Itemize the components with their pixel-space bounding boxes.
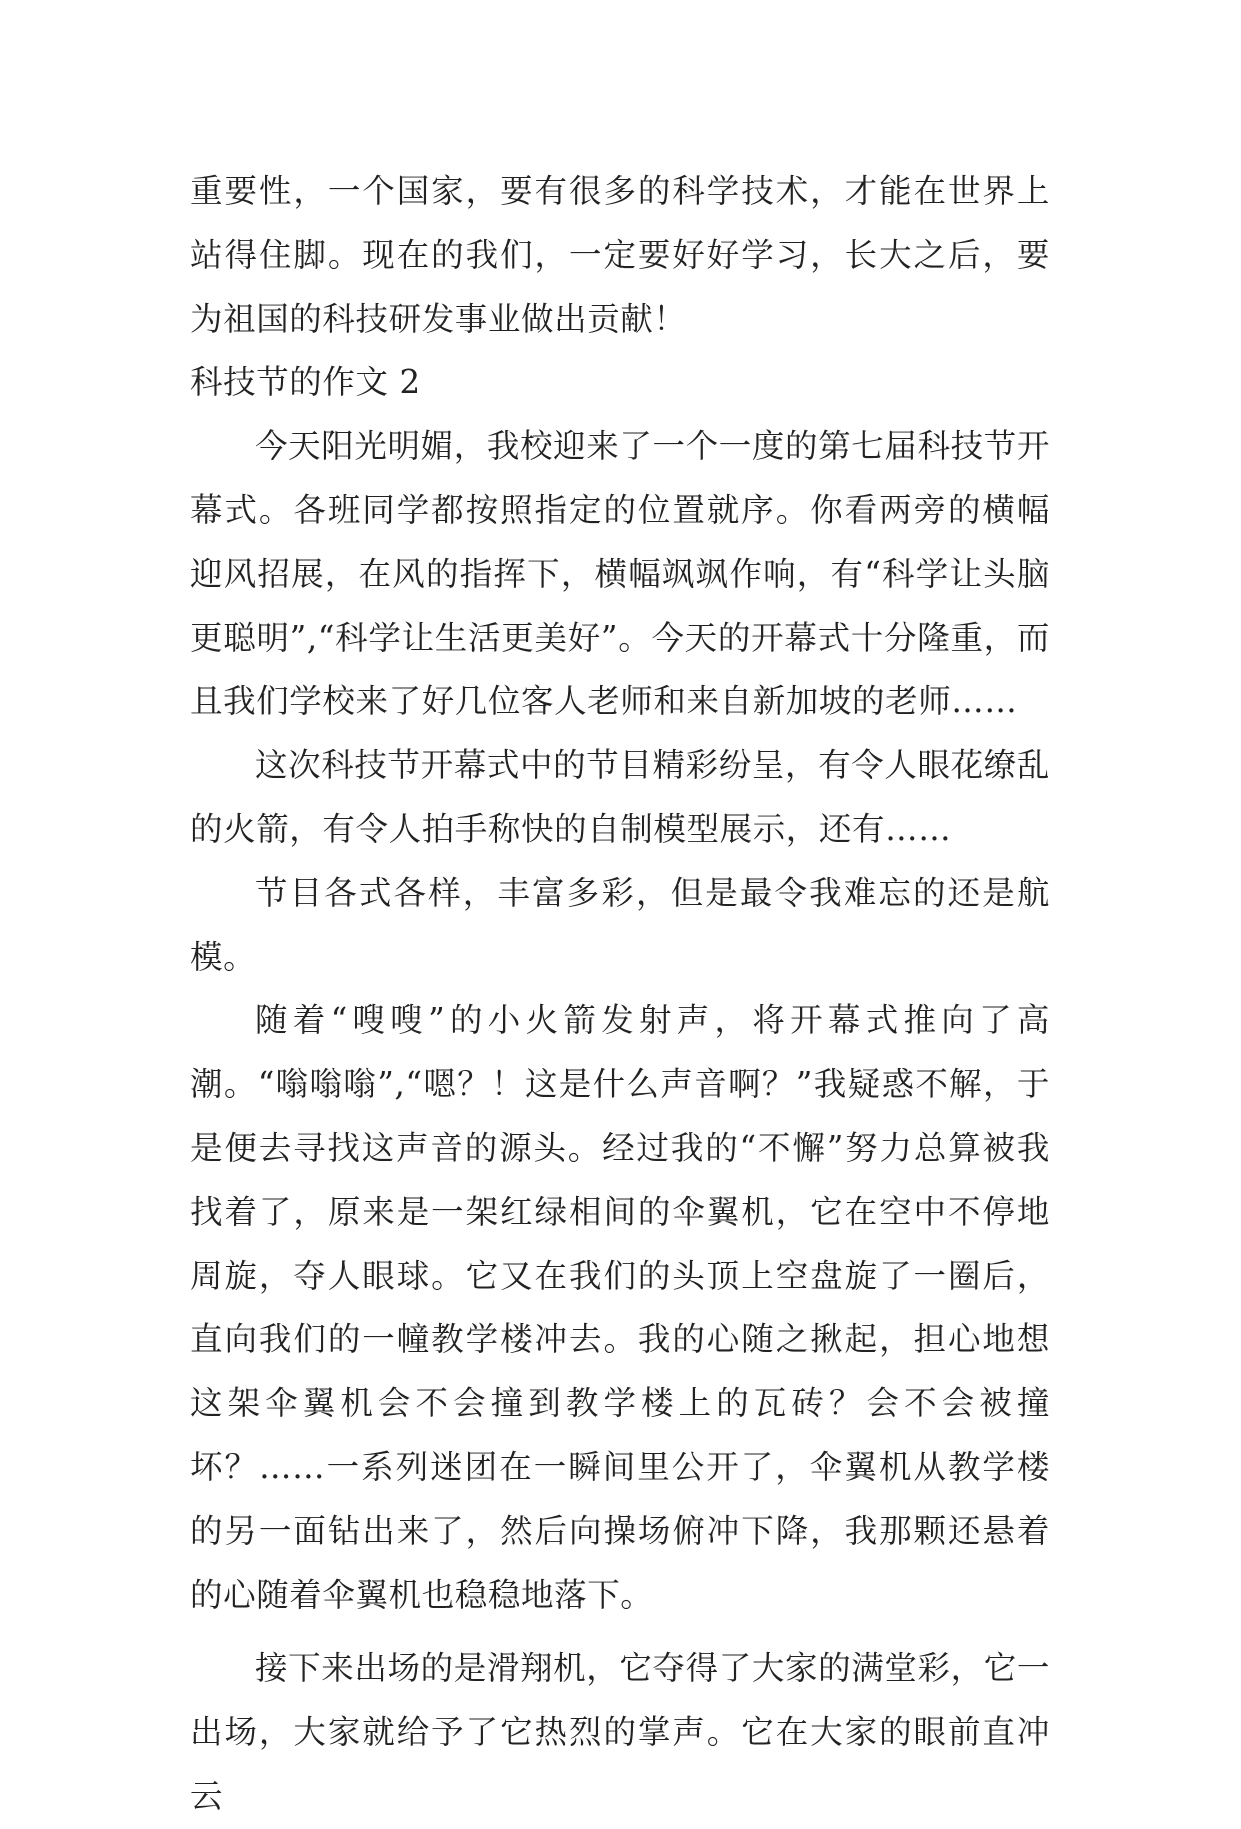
body-paragraph: 随着“嗖嗖”的小火箭发射声，将开幕式推向了高潮。“嗡嗡嗡”,“嗯？！这是什么声音啊？”我疑惑不解，于是便去寻找这声音的源头。经过我的“不懈”努力总算被我找着了，原来是一架红绿相间的伞翼机，它在空中不停地周旋，夺人眼球。它又在我们的头顶上空盘旋了一圈后，直向我们的一幢教学楼冲去。我的心随之揪起，担心地想这架伞翼机会不会撞到教学楼上的瓦砖？会不会被撞坏？……一系列迷团在一瞬间里公开了，伞翼机从教学楼的另一面钻出来了，然后向操场俯冲下降，我那颗还悬着的心随着伞翼机也稳稳地落下。 xyxy=(190,1001,1050,1614)
essay-heading: 科技节的作文 2 xyxy=(190,363,421,402)
intro-paragraph: 重要性，一个国家，要有很多的科学技术，才能在世界上站得住脚。现在的我们，一定要好好学习，长大之后，要为祖国的科技研发事业做出贡献！ xyxy=(190,172,1050,338)
document-page xyxy=(190,160,1050,1829)
body-paragraph: 今天阳光明媚，我校迎来了一个一度的第七届科技节开幕式。各班同学都按照指定的位置就序。你看两旁的横幅迎风招展，在风的指挥下，横幅飒飒作响，有“科学让头脑更聪明”,“科学让生活更美好”。今天的开幕式十分隆重，而且我们学校来了好几位客人老师和来自新加坡的老师…… xyxy=(190,427,1050,721)
body-paragraph: 这次科技节开幕式中的节目精彩纷呈，有令人眼花缭乱的火箭，有令人拍手称快的自制模型展示，还有…… xyxy=(190,746,1050,848)
body-paragraph: 接下来出场的是滑翔机，它夺得了大家的满堂彩，它一出场，大家就给予了它热烈的掌声。它在大家的眼前直冲云 xyxy=(190,1649,1050,1815)
body-paragraph: 节目各式各样，丰富多彩，但是最令我难忘的还是航模。 xyxy=(190,873,1050,976)
